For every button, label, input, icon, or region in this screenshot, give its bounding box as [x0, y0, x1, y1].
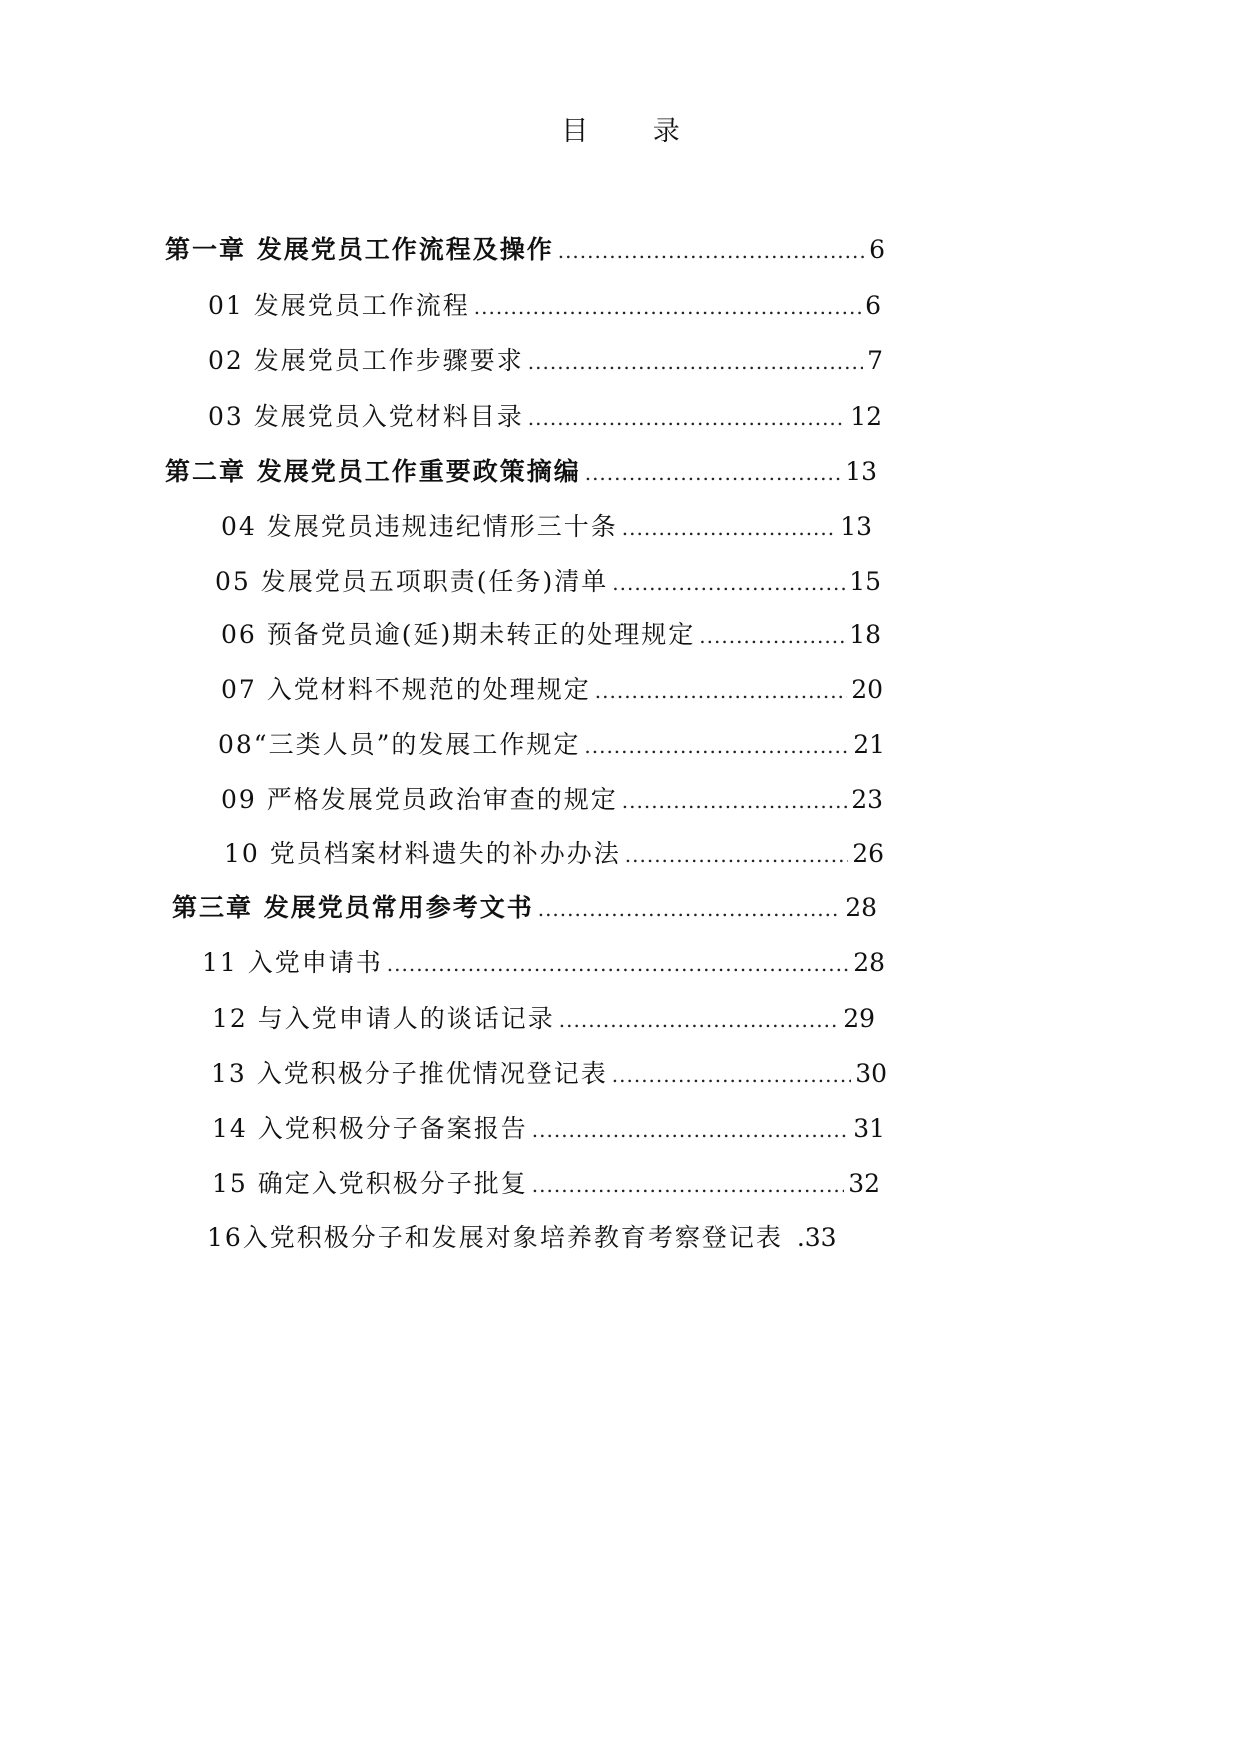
toc-page-number: 30 — [855, 1059, 887, 1088]
toc-entry-text: 16入党积极分子和发展对象培养教育考察登记表 — [207, 1223, 783, 1252]
toc-entry-text: 07 入党材料不规范的处理规定 — [221, 675, 591, 704]
toc-entry-09[interactable] — [221, 780, 883, 820]
toc-entry-text: 12 与入党申请人的谈话记录 — [212, 1004, 555, 1033]
toc-page-number: 6 — [869, 235, 885, 264]
toc-entry-08[interactable] — [218, 725, 885, 765]
dot-leader — [584, 726, 849, 766]
dot-leader — [532, 1110, 849, 1150]
toc-page-number: 29 — [843, 1004, 875, 1033]
toc-entry-text: 02 发展党员工作步骤要求 — [208, 346, 524, 375]
toc-entry-02[interactable] — [208, 341, 883, 381]
toc-entry-chapter-1[interactable] — [165, 230, 885, 270]
toc-page-number: 28 — [845, 893, 877, 922]
dot-leader — [387, 944, 849, 984]
dot-leader — [532, 1165, 844, 1205]
dot-leader — [622, 508, 836, 548]
toc-entry-14[interactable] — [212, 1109, 885, 1149]
toc-page-number: 13 — [840, 512, 872, 541]
toc-page-number: 7 — [867, 346, 883, 375]
toc-page-number: 26 — [852, 839, 884, 868]
toc-page-number: 13 — [845, 457, 877, 486]
toc-entry-16[interactable] — [207, 1218, 837, 1258]
dot-leader — [699, 616, 845, 656]
toc-page-number: 15 — [849, 567, 881, 596]
toc-page-number: 6 — [865, 291, 881, 320]
toc-entry-text: 05 发展党员五项职责(任务)清单 — [215, 567, 609, 596]
toc-page-number: .33 — [796, 1223, 837, 1252]
toc-entry-12[interactable] — [212, 999, 875, 1039]
dot-leader — [612, 563, 845, 603]
dot-leader — [528, 342, 863, 382]
dot-leader — [474, 287, 861, 327]
toc-entry-text: 01 发展党员工作流程 — [208, 291, 470, 320]
dot-leader — [538, 889, 841, 929]
toc-entry-05[interactable] — [215, 562, 881, 602]
toc-page-number: 12 — [850, 402, 882, 431]
toc-page-number: 28 — [853, 948, 885, 977]
toc-entry-15[interactable] — [212, 1164, 880, 1204]
toc-entry-text: 04 发展党员违规违纪情形三十条 — [221, 512, 618, 541]
dot-leader — [558, 231, 865, 271]
toc-page-number: 31 — [853, 1114, 885, 1143]
dot-leader — [622, 781, 847, 821]
toc-entry-text: 第三章 发展党员常用参考文书 — [172, 893, 534, 922]
toc-entry-text: 11 入党申请书 — [202, 948, 383, 977]
toc-entry-text: 13 入党积极分子推优情况登记表 — [211, 1059, 608, 1088]
toc-page-number: 18 — [849, 620, 881, 649]
dot-leader — [595, 671, 847, 711]
toc-entry-07[interactable] — [221, 670, 883, 710]
toc-title: 目 录 — [561, 116, 708, 147]
toc-entry-text: 第二章 发展党员工作重要政策摘编 — [165, 457, 581, 486]
toc-entry-text: 06 预备党员逾(延)期未转正的处理规定 — [221, 620, 696, 649]
dot-leader — [585, 453, 841, 493]
toc-entry-text: 第一章 发展党员工作流程及操作 — [165, 235, 554, 264]
toc-entry-01[interactable] — [208, 286, 881, 326]
toc-entry-text: 10 党员档案材料遗失的补办办法 — [224, 839, 621, 868]
toc-entry-03[interactable] — [208, 397, 882, 437]
toc-entry-chapter-2[interactable] — [165, 452, 877, 492]
toc-entry-13[interactable] — [211, 1054, 887, 1094]
toc-page-number: 32 — [848, 1169, 880, 1198]
toc-entry-04[interactable] — [221, 507, 872, 547]
toc-page-number: 23 — [851, 785, 883, 814]
toc-entry-text: 03 发展党员入党材料目录 — [208, 402, 524, 431]
toc-entry-10[interactable] — [224, 834, 884, 874]
toc-entry-text: 08“三类人员”的发展工作规定 — [218, 730, 581, 759]
dot-leader — [528, 398, 846, 438]
toc-page-number: 21 — [853, 730, 885, 759]
toc-entry-text: 15 确定入党积极分子批复 — [212, 1169, 528, 1198]
toc-entry-06[interactable] — [221, 615, 881, 655]
toc-entry-text: 09 严格发展党员政治审查的规定 — [221, 785, 618, 814]
toc-entry-chapter-3[interactable] — [172, 888, 877, 928]
dot-leader — [559, 1000, 839, 1040]
toc-entry-11[interactable] — [202, 943, 885, 983]
toc-entry-text: 14 入党积极分子备案报告 — [212, 1114, 528, 1143]
dot-leader — [625, 835, 848, 875]
dot-leader — [612, 1055, 851, 1095]
toc-page-number: 20 — [851, 675, 883, 704]
